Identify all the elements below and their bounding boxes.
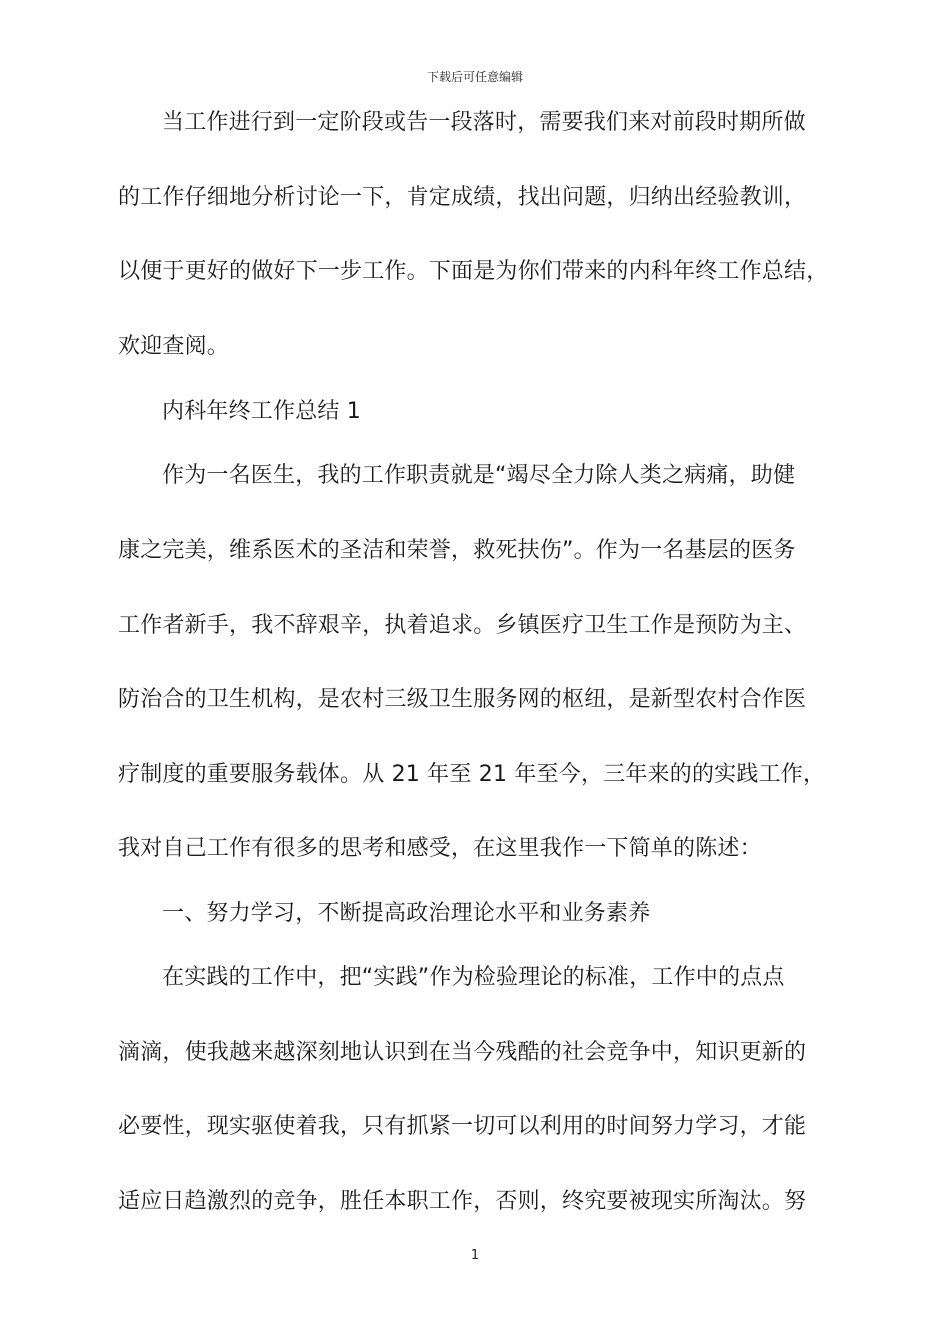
body-line: 必要性，现实驱使着我，只有抓紧一切可以利用的时间努力学习，才能 xyxy=(118,1114,807,1139)
subsection-heading: 一、努力学习，不断提高政治理论水平和业务素养 xyxy=(162,901,651,926)
section-title: 内科年终工作总结 1 xyxy=(162,399,361,424)
body-line: 防治合的卫生机构，是农村三级卫生服务网的枢纽，是新型农村合作医 xyxy=(118,687,807,712)
body-line: 作为一名医生，我的工作职责就是“竭尽全力除人类之病痛，助健 xyxy=(162,463,796,488)
body-line: 适应日趋激烈的竞争，胜任本职工作，否则，终究要被现实所淘汰。努 xyxy=(118,1189,807,1214)
body-line: 我对自己工作有很多的思考和感受，在这里我作一下简单的陈述： xyxy=(118,836,762,861)
body-line: 以便于更好的做好下一步工作。下面是为你们带来的内科年终工作总结， xyxy=(118,259,829,284)
page-header: 下载后可任意编辑 xyxy=(426,70,523,84)
page-number: 1 xyxy=(470,1248,480,1263)
body-line: 康之完美，维系医术的圣洁和荣誉，救死扶伤”。作为一名基层的医务 xyxy=(118,538,796,563)
body-line: 欢迎查阅。 xyxy=(118,334,230,359)
body-line: 疗制度的重要服务载体。从 21 年至 21 年至今，三年来的的实践工作， xyxy=(118,762,826,787)
body-line: 滴滴，使我越来越深刻地认识到在当今残酷的社会竞争中，知识更新的 xyxy=(118,1040,807,1065)
body-line: 在实践的工作中，把“实践”作为检验理论的标准，工作中的点点 xyxy=(162,965,785,990)
body-line: 工作者新手，我不辞艰辛，执着追求。乡镇医疗卫生工作是预防为主、 xyxy=(118,613,807,638)
body-line: 的工作仔细地分析讨论一下，肯定成绩，找出问题，归纳出经验教训， xyxy=(118,185,807,210)
body-line: 当工作进行到一定阶段或告一段落时，需要我们来对前段时期所做 xyxy=(162,110,806,135)
